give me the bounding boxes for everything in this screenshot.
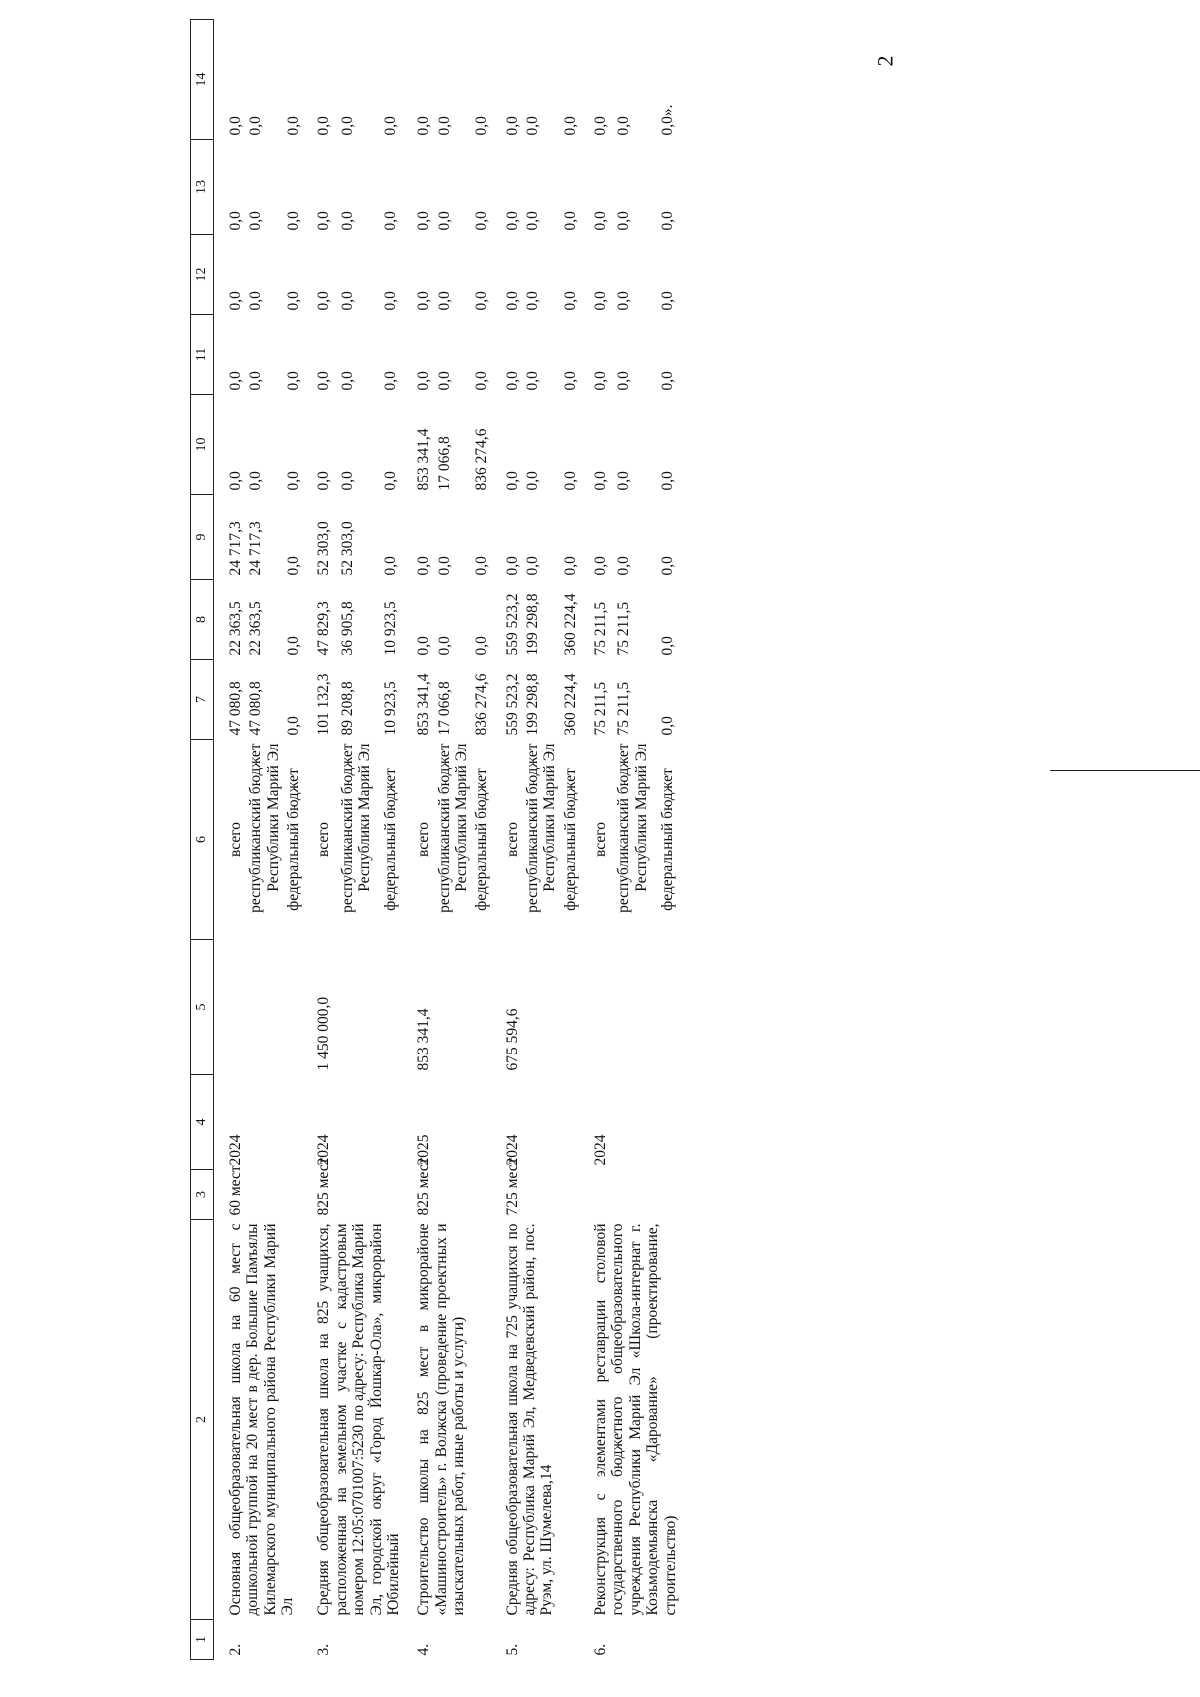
amount-cell: 853 341,4 bbox=[415, 673, 433, 736]
amount-cell: 75 211,5 bbox=[592, 601, 610, 656]
amount-cell: 0,0 bbox=[561, 116, 579, 136]
funding-source: республиканский бюджет Республики Марий Эл bbox=[247, 743, 282, 913]
amount-cell: 0,0 bbox=[247, 211, 265, 231]
amount-cell: 0,0 bbox=[658, 556, 676, 576]
column-number-header: 7 bbox=[191, 660, 214, 740]
funding-source: федеральный бюджет bbox=[381, 768, 399, 911]
row-number: 4. bbox=[415, 1643, 433, 1656]
amount-cell: 0,0 bbox=[415, 291, 433, 311]
column-number-header: 3 bbox=[191, 1170, 214, 1220]
amount-cell: 0,0 bbox=[524, 556, 542, 576]
amount-cell: 10 923,5 bbox=[381, 601, 399, 656]
amount-cell: 0,0 bbox=[503, 211, 521, 231]
amount-cell: 0,0 bbox=[247, 471, 265, 491]
object-name: Средняя общеобразовательная школа на 725 учащихся по адресу: Республика Марий Эл, Медведевский район, пос. Руэм, ул. Шумелева,14 bbox=[503, 1223, 556, 1616]
amount-cell: 0,0 bbox=[615, 471, 633, 491]
amount-cell: 0,0 bbox=[615, 116, 633, 136]
amount-cell: 75 211,5 bbox=[592, 681, 610, 736]
row-number: 3. bbox=[315, 1643, 333, 1656]
amount-cell: 0,0 bbox=[435, 116, 453, 136]
amount-cell: 0,0 bbox=[473, 291, 491, 311]
amount-cell: 360 224,4 bbox=[561, 593, 579, 656]
estimated-cost: 675 594,6 bbox=[503, 1008, 521, 1071]
column-number-header: 8 bbox=[191, 580, 214, 660]
column-number-header: 4 bbox=[191, 1075, 214, 1170]
amount-cell: 0,0 bbox=[524, 471, 542, 491]
amount-cell: 0,0 bbox=[381, 211, 399, 231]
row-spacer bbox=[302, 20, 312, 1660]
column-number-header: 10 bbox=[191, 395, 214, 495]
funding-source: всего bbox=[315, 822, 333, 857]
estimated-cost: 853 341,4 bbox=[415, 1008, 433, 1071]
amount-cell: 0,0 bbox=[415, 556, 433, 576]
amount-cell: 0,0 bbox=[285, 716, 303, 736]
amount-cell: 0,0 bbox=[615, 211, 633, 231]
amount-cell: 0,0 bbox=[381, 471, 399, 491]
amount-cell: 0,0 bbox=[227, 291, 244, 311]
funding-source: всего bbox=[227, 822, 244, 857]
amount-cell: 0,0 bbox=[247, 371, 265, 391]
amount-cell: 0,0 bbox=[503, 556, 521, 576]
funding-source: федеральный бюджет bbox=[285, 768, 303, 911]
object-name: Строительство школы на 825 мест в микрорайоне «Машиностроитель» г. Волжска (проведение проектных и изыскательных работ, иные работы и услуги) bbox=[415, 1223, 467, 1616]
row-spacer bbox=[402, 20, 412, 1660]
funding-source: всего bbox=[503, 822, 521, 857]
table-row bbox=[589, 20, 612, 1660]
amount-cell: 0,0 bbox=[338, 116, 356, 136]
year: 2025 bbox=[415, 1134, 433, 1166]
amount-cell: 0,0 bbox=[435, 371, 453, 391]
amount-cell: 559 523,2 bbox=[503, 673, 521, 736]
amount-cell: 0,0 bbox=[658, 291, 676, 311]
row-spacer bbox=[491, 20, 501, 1660]
table-row bbox=[412, 20, 432, 1660]
amount-cell: 101 132,3 bbox=[315, 673, 333, 736]
funding-source: республиканский бюджет Республики Марий Эл bbox=[338, 743, 374, 913]
column-number-header: 5 bbox=[191, 940, 214, 1075]
amount-cell: 0,0 bbox=[315, 291, 333, 311]
amount-cell: 0,0 bbox=[285, 291, 303, 311]
amount-cell: 0,0 bbox=[658, 471, 676, 491]
amount-cell: 0,0 bbox=[524, 291, 542, 311]
row-spacer bbox=[214, 20, 225, 1660]
funding-source: республиканский бюджет Республики Марий Эл bbox=[435, 743, 470, 913]
amount-cell: 0,0 bbox=[503, 371, 521, 391]
amount-cell: 89 208,8 bbox=[338, 681, 356, 736]
amount-cell: 10 923,5 bbox=[381, 681, 399, 736]
table-row bbox=[312, 20, 335, 1660]
amount-cell: 0,0 bbox=[524, 116, 542, 136]
table-row bbox=[224, 20, 244, 1660]
amount-cell: 0,0 bbox=[381, 556, 399, 576]
amount-cell: 0,0 bbox=[561, 556, 579, 576]
amount-cell: 0,0 bbox=[415, 116, 433, 136]
amount-cell: 0,0 bbox=[473, 556, 491, 576]
amount-cell: 47 080,8 bbox=[247, 681, 265, 736]
amount-cell: 0,0 bbox=[285, 636, 303, 656]
year: 2024 bbox=[503, 1134, 521, 1166]
amount-cell: 0,0 bbox=[561, 291, 579, 311]
column-number-header: 9 bbox=[191, 495, 214, 580]
amount-cell: 24 717,3 bbox=[247, 521, 265, 576]
amount-cell: 0,0 bbox=[415, 636, 433, 656]
amount-cell: 836 274,6 bbox=[473, 428, 491, 491]
funding-source: всего bbox=[592, 822, 610, 857]
capacity: 825 мест bbox=[415, 1157, 433, 1216]
amount-cell: 0,0 bbox=[592, 211, 610, 231]
amount-cell: 0,0 bbox=[503, 116, 521, 136]
amount-cell: 0,0 bbox=[285, 556, 303, 576]
budget-table bbox=[190, 19, 679, 1660]
amount-cell: 559 523,2 bbox=[503, 593, 521, 656]
year: 2024 bbox=[592, 1134, 610, 1166]
amount-cell: 0,0 bbox=[381, 371, 399, 391]
funding-source: федеральный бюджет bbox=[658, 768, 676, 911]
amount-cell: 75 211,5 bbox=[615, 681, 633, 736]
amount-cell: 0,0 bbox=[227, 211, 244, 231]
amount-cell: 0,0 bbox=[473, 116, 491, 136]
amount-cell: 0,0 bbox=[315, 211, 333, 231]
amount-cell: 0,0 bbox=[561, 471, 579, 491]
amount-cell: 0,0 bbox=[415, 371, 433, 391]
funding-source: федеральный бюджет bbox=[473, 768, 491, 911]
amount-cell: 0,0 bbox=[592, 116, 610, 136]
row-spacer bbox=[579, 20, 589, 1660]
column-number-header: 14 bbox=[191, 20, 214, 140]
capacity bbox=[589, 1170, 679, 1220]
amount-cell: 52 303,0 bbox=[338, 521, 356, 576]
year: 2024 bbox=[315, 1134, 333, 1166]
column-number-header: 6 bbox=[191, 740, 214, 940]
amount-cell: 0,0 bbox=[285, 116, 303, 136]
rotated-table-container bbox=[190, 20, 950, 1660]
amount-cell: 0,0 bbox=[473, 636, 491, 656]
funding-source: республиканский бюджет Республики Марий Эл bbox=[615, 743, 650, 913]
amount-cell: 0,0 bbox=[592, 291, 610, 311]
object-name: Реконструкция с элементами реставрации столовой государственного бюджетного общеобразовательного учреждения Республики Марий Эл «Школа-интернат г. Козьмодемьянска «Дарование» (проектирование, строительство) bbox=[592, 1223, 679, 1616]
amount-cell: 0,0 bbox=[285, 211, 303, 231]
amount-cell: 17 066,8 bbox=[435, 436, 453, 491]
amount-cell: 0,0 bbox=[315, 471, 333, 491]
amount-cell: 0,0 bbox=[415, 211, 433, 231]
amount-cell: 0,0 bbox=[473, 211, 491, 231]
amount-cell: 0,0 bbox=[247, 291, 265, 311]
amount-cell: 0,0 bbox=[658, 716, 676, 736]
amount-cell: 199 298,8 bbox=[524, 593, 542, 656]
row-number: 2. bbox=[227, 1643, 244, 1656]
amount-cell: 0,0 bbox=[658, 371, 676, 391]
amount-cell: 360 224,4 bbox=[561, 673, 579, 736]
amount-cell: 0,0 bbox=[435, 211, 453, 231]
column-number-header: 11 bbox=[191, 315, 214, 395]
capacity: 725 мест bbox=[503, 1157, 521, 1216]
amount-cell: 47 080,8 bbox=[227, 681, 244, 736]
amount-cell: 0,0 bbox=[615, 556, 633, 576]
amount-cell: 0,0 bbox=[285, 371, 303, 391]
amount-cell: 0,0 bbox=[592, 471, 610, 491]
amount-cell: 836 274,6 bbox=[473, 673, 491, 736]
amount-cell: 0,0 bbox=[338, 471, 356, 491]
amount-cell: 0,0 bbox=[381, 116, 399, 136]
amount-cell: 0,0 bbox=[658, 636, 676, 656]
amount-cell: 0,0 bbox=[658, 211, 676, 231]
amount-cell: 0,0 bbox=[435, 636, 453, 656]
amount-cell: 0,0 bbox=[338, 291, 356, 311]
amount-cell: 22 363,5 bbox=[247, 601, 265, 656]
column-number-header: 2 bbox=[191, 1220, 214, 1620]
funding-source: республиканский бюджет Республики Марий Эл bbox=[524, 743, 559, 913]
amount-cell: 17 066,8 bbox=[435, 681, 453, 736]
amount-cell: 36 905,8 bbox=[338, 601, 356, 656]
amount-cell: 0,0 bbox=[285, 471, 303, 491]
amount-cell: 0,0 bbox=[503, 471, 521, 491]
amount-cell: 52 303,0 bbox=[315, 521, 333, 576]
column-number-header: 12 bbox=[191, 235, 214, 315]
amount-cell: 0,0 bbox=[315, 116, 333, 136]
amount-cell: 0,0 bbox=[227, 116, 244, 136]
amount-cell: 0,0 bbox=[524, 371, 542, 391]
year: 2024 bbox=[227, 1134, 244, 1166]
amount-cell: 0,0 bbox=[227, 471, 244, 491]
amount-cell: 24 717,3 bbox=[227, 521, 244, 576]
column-number-header: 1 bbox=[191, 1620, 214, 1660]
amount-cell: 0,0 bbox=[561, 211, 579, 231]
capacity: 60 мест bbox=[227, 1165, 244, 1216]
table-body bbox=[214, 20, 679, 1660]
row-number: 6. bbox=[592, 1643, 610, 1656]
amount-cell: 199 298,8 bbox=[524, 673, 542, 736]
amount-cell: 0,0 bbox=[473, 371, 491, 391]
column-number-row bbox=[191, 20, 214, 1660]
amount-cell: 47 829,3 bbox=[315, 601, 333, 656]
amount-cell: 0,0 bbox=[592, 371, 610, 391]
estimated-cost bbox=[224, 940, 302, 1075]
closing-line bbox=[1050, 770, 1200, 771]
amount-cell: 0,0 bbox=[338, 211, 356, 231]
estimated-cost: 1 450 000,0 bbox=[315, 996, 333, 1071]
amount-cell: 0,0 bbox=[315, 371, 333, 391]
amount-cell: 0,0 bbox=[615, 371, 633, 391]
amount-cell: 0,0 bbox=[247, 116, 265, 136]
page-number: 2 bbox=[872, 55, 898, 67]
amount-cell: 0,0 bbox=[524, 211, 542, 231]
amount-cell: 0,0 bbox=[435, 556, 453, 576]
table-row bbox=[501, 20, 521, 1660]
column-number-header: 13 bbox=[191, 140, 214, 235]
capacity: 825 мест bbox=[315, 1157, 333, 1216]
amount-cell: 0,0 bbox=[435, 291, 453, 311]
funding-source: федеральный бюджет bbox=[561, 768, 579, 911]
object-name: Основная общеобразовательная школа на 60 мест с дошкольной группой на 20 мест в дер. Большие Памъялы Килемарского муниципального района Республики Марий Эл bbox=[227, 1223, 297, 1616]
amount-cell: 0,0 bbox=[561, 371, 579, 391]
estimated-cost bbox=[589, 940, 679, 1075]
amount-cell: 0,0 bbox=[615, 291, 633, 311]
amount-cell: 0,0 bbox=[227, 371, 244, 391]
funding-source: всего bbox=[415, 822, 433, 857]
amount-cell: 0,0». bbox=[658, 104, 676, 136]
row-number: 5. bbox=[503, 1643, 521, 1656]
amount-cell: 853 341,4 bbox=[415, 428, 433, 491]
amount-cell: 0,0 bbox=[338, 371, 356, 391]
amount-cell: 0,0 bbox=[592, 556, 610, 576]
amount-cell: 0,0 bbox=[503, 291, 521, 311]
object-name: Средняя общеобразовательная школа на 825 учащихся, расположенная на земельном участке с кадастровым номером 12:05:0701007:5230 по адресу: Республика Марий Эл, городской округ «Город Йошкар-Ола», микрорайон Юбилейный bbox=[315, 1223, 402, 1616]
amount-cell: 0,0 bbox=[381, 291, 399, 311]
amount-cell: 22 363,5 bbox=[227, 601, 244, 656]
amount-cell: 75 211,5 bbox=[615, 601, 633, 656]
